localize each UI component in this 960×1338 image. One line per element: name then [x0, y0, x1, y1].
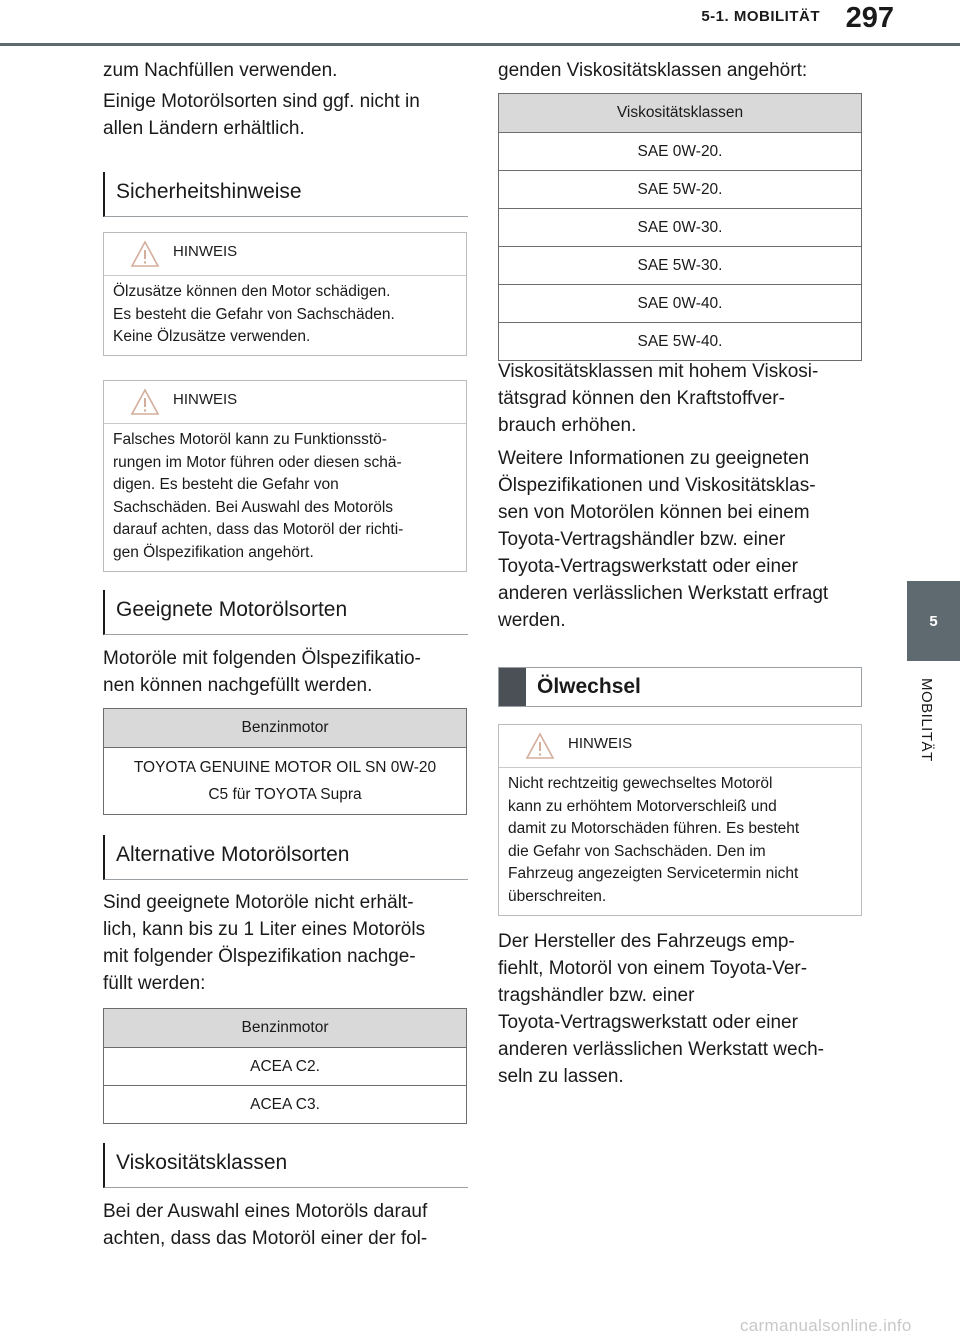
table-cell: SAE 5W-30. [499, 247, 862, 285]
info-line: Ölspezifikationen und Viskositätsklas- [498, 475, 816, 496]
warning-triangle-icon [130, 388, 160, 416]
table-cell: SAE 0W-20. [499, 133, 862, 171]
heading-oilchange-text: Ölwechsel [537, 675, 641, 698]
info-line: Toyota-Vertragshändler bzw. einer [498, 529, 786, 550]
suitable-line: nen können nachgefüllt werden. [103, 675, 373, 696]
heading-bar [499, 668, 526, 706]
heading-alternative: Alternative Motorölsorten [103, 835, 468, 880]
notice-line: überschreiten. [508, 887, 607, 905]
note-line: tätsgrad können den Kraftstoffver- [498, 388, 785, 409]
table-cell [104, 748, 467, 815]
table-viscosity [498, 93, 862, 361]
info-line: werden. [498, 610, 566, 631]
notice-label: HINWEIS [173, 391, 238, 408]
notice-box [103, 380, 467, 572]
notice-line: Fahrzeug angezeigten Servicetermin nicht [508, 865, 799, 882]
alternative-line: lich, kann bis zu 1 Liter eines Motoröls [103, 919, 426, 940]
info-line: anderen verlässlichen Werkstatt erfragt [498, 583, 829, 604]
intro-line: zum Nachfüllen verwenden. [103, 60, 338, 81]
notice-line: Ölzusätze können den Motor schädigen. [113, 283, 391, 300]
alternative-line: füllt werden: [103, 973, 206, 994]
heading-suitable: Geeignete Motorölsorten [103, 590, 468, 635]
table-cell: SAE 0W-40. [499, 285, 862, 323]
table-cell: SAE 5W-40. [499, 323, 862, 361]
recommend-text [498, 928, 862, 1090]
left-intro [103, 57, 467, 142]
suitable-line: Motoröle mit folgenden Ölspezifikatio- [103, 648, 421, 669]
recommend-line: Toyota-Vertragswerkstatt oder einer [498, 1012, 798, 1033]
notice-label: HINWEIS [173, 243, 238, 260]
notice-header [104, 381, 466, 424]
chapter-tab[interactable]: 5 [907, 581, 960, 661]
info-line: sen von Motorölen können bei einem [498, 502, 810, 523]
note-line: brauch erhöhen. [498, 415, 637, 436]
notice-line: gen Ölspezifikation angehört. [113, 543, 314, 561]
notice-label: HINWEIS [568, 735, 633, 752]
info-line: Toyota-Vertragswerkstatt oder einer [498, 556, 798, 577]
table-header: Viskositätsklassen [499, 94, 862, 133]
intro-line: Einige Motorölsorten sind ggf. nicht in [103, 91, 420, 112]
alternative-line: Sind geeignete Motoröle nicht erhält- [103, 892, 414, 913]
viscosity-text [103, 1198, 467, 1252]
cell-line: C5 für TOYOTA Supra [208, 786, 362, 803]
table-cell: SAE 0W-30. [499, 209, 862, 247]
viscosity-line: achten, dass das Motoröl einer der fol- [103, 1228, 428, 1249]
cont-line: genden Viskositätsklassen angehört: [498, 60, 808, 81]
page-number: 297 [845, 2, 894, 34]
notice-header [104, 233, 466, 276]
notice-line: darauf achten, dass das Motoröl der richti- [113, 521, 404, 538]
notice-line: Nicht rechtzeitig gewechseltes Motoröl [508, 775, 773, 792]
intro-line: allen Ländern erhältlich. [103, 118, 305, 139]
table-header: Benzinmotor [104, 709, 467, 748]
note-line: Viskositätsklassen mit hohem Viskosi- [498, 361, 819, 382]
heading-oilchange [498, 667, 862, 707]
info-line: Weitere Informationen zu geeigneten [498, 448, 810, 469]
notice-text [104, 276, 466, 357]
recommend-line: seln zu lassen. [498, 1066, 624, 1087]
notice-line: Keine Ölzusätze verwenden. [113, 328, 311, 345]
table-benzinmotor-genuine [103, 708, 467, 815]
heading-safety: Sicherheitshinweise [103, 172, 468, 217]
notice-line: kann zu erhöhtem Motorverschleiß und [508, 797, 777, 815]
notice-line: Falsches Motoröl kann zu Funktionsstö- [113, 431, 387, 448]
suitable-text [103, 645, 467, 699]
info-text [498, 445, 862, 634]
table-cell: SAE 5W-20. [499, 171, 862, 209]
chapter-label: MOBILITÄT [918, 678, 935, 762]
table-benzinmotor-acea [103, 1008, 467, 1124]
heading-viscosity: Viskositätsklassen [103, 1143, 468, 1188]
alternative-line: mit folgender Ölspezifikation nachge- [103, 946, 416, 967]
notice-box [103, 232, 467, 356]
viscosity-note [498, 358, 862, 439]
notice-line: digen. Es besteht die Gefahr von [113, 476, 339, 493]
notice-line: rungen im Motor führen oder diesen schä- [113, 453, 402, 471]
notice-text [104, 424, 466, 572]
warning-triangle-icon [130, 240, 160, 268]
table-header: Benzinmotor [104, 1009, 467, 1048]
recommend-line: anderen verlässlichen Werkstatt wech- [498, 1039, 824, 1060]
table-cell: ACEA C2. [104, 1048, 467, 1086]
notice-box [498, 724, 862, 916]
table-cell: ACEA C3. [104, 1086, 467, 1124]
section-title: 5-1. MOBILITÄT [701, 8, 820, 25]
notice-text [499, 768, 861, 916]
notice-line: die Gefahr von Sachschäden. Den im [508, 842, 766, 860]
recommend-line: Der Hersteller des Fahrzeugs emp- [498, 931, 795, 952]
recommend-line: tragshändler bzw. einer [498, 985, 695, 1006]
notice-line: damit zu Motorschäden führen. Es besteht [508, 820, 800, 837]
notice-line: Es besteht die Gefahr von Sachschäden. [113, 305, 395, 323]
notice-line: Sachschäden. Bei Auswahl des Motoröls [113, 498, 394, 516]
cell-line: TOYOTA GENUINE MOTOR OIL SN 0W-20 [133, 759, 437, 776]
alternative-text [103, 889, 467, 997]
header-rule [0, 43, 960, 46]
recommend-line: fiehlt, Motoröl von einem Toyota-Ver- [498, 958, 808, 979]
notice-header [499, 725, 861, 768]
viscosity-line: Bei der Auswahl eines Motoröls darauf [103, 1201, 428, 1222]
footer-watermark: carmanualsonline.info [740, 1316, 912, 1335]
warning-triangle-icon [525, 732, 555, 760]
right-cont [498, 57, 862, 84]
